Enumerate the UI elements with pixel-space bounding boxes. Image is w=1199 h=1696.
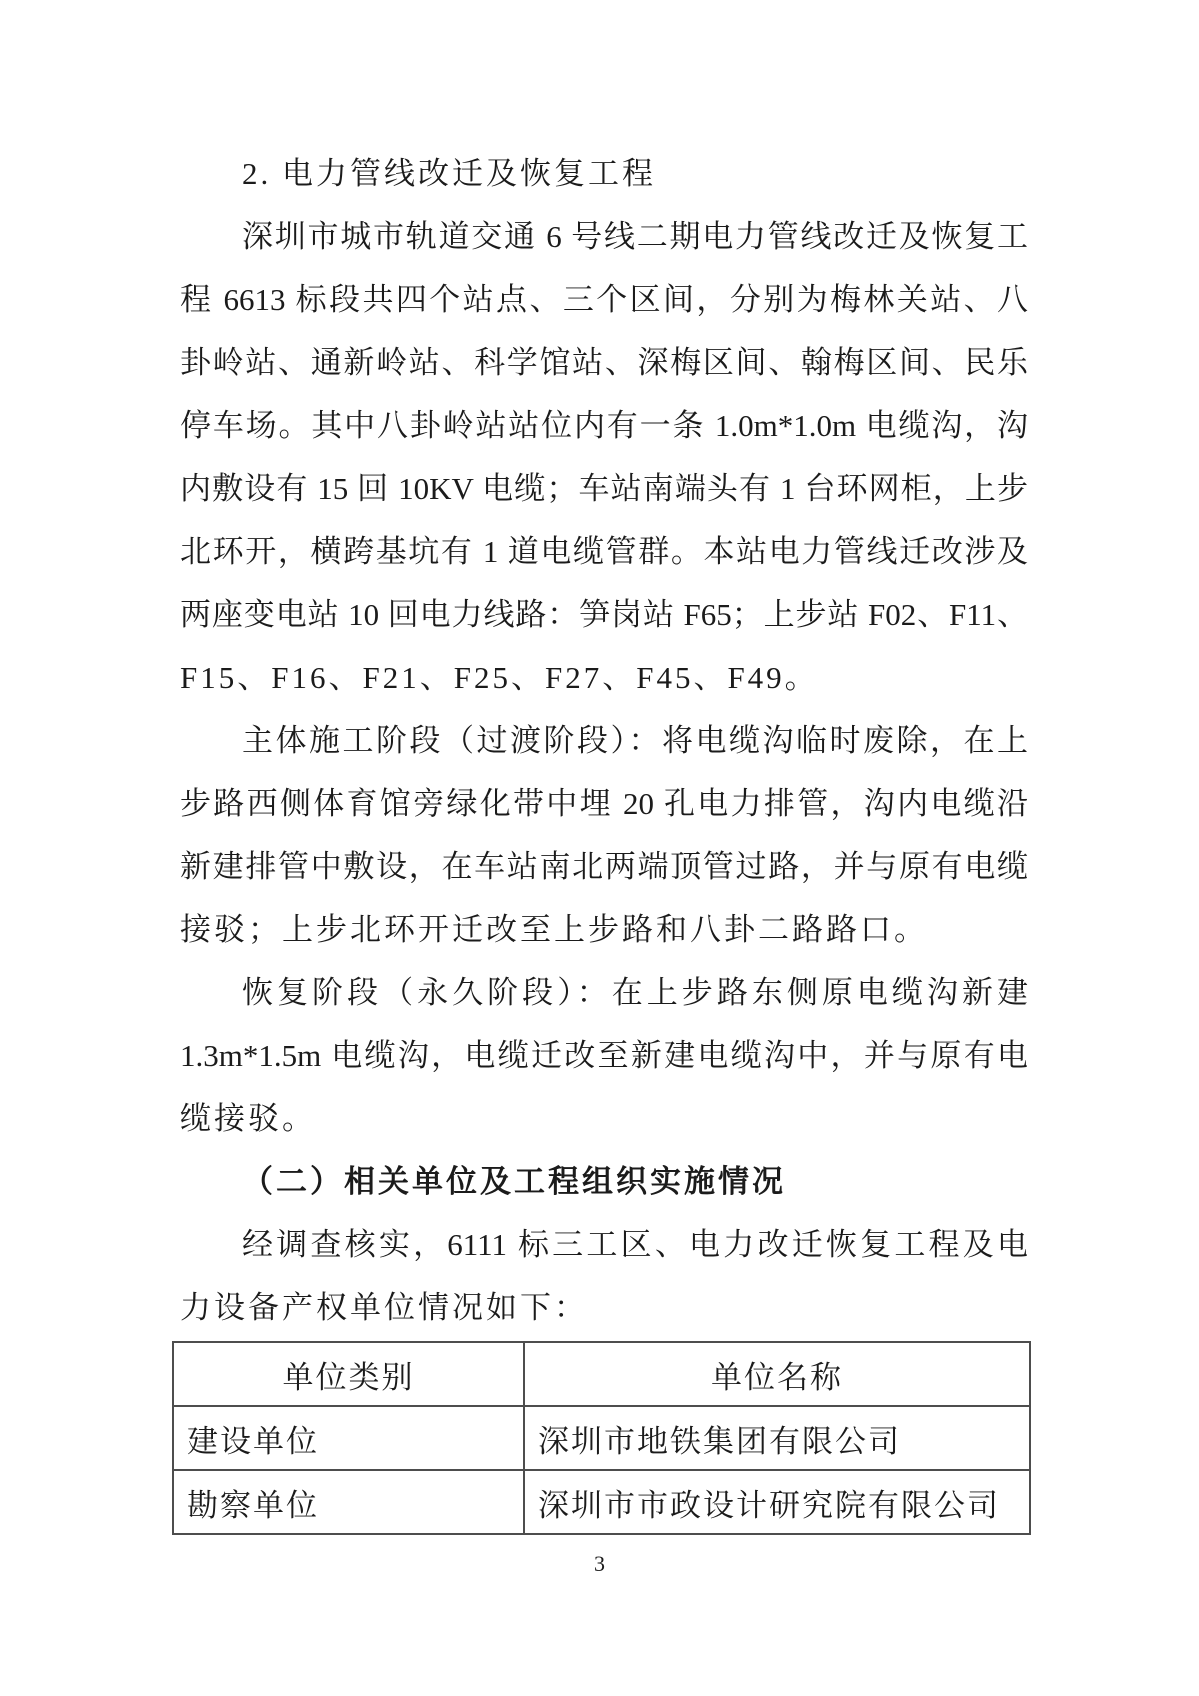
paragraph-line: 1.3m*1.5m 电缆沟，电缆迁改至新建电缆沟中，并与原有电: [180, 1038, 1028, 1073]
paragraph-line: 停车场。其中八卦岭站站位内有一条 1.0m*1.0m 电缆沟，沟: [180, 408, 1028, 443]
document-body: [180, 142, 1028, 1339]
table-header-cell-unit-type: 单位类别: [173, 1342, 524, 1406]
table-header-row: [173, 1342, 1030, 1406]
paragraph-line: 接驳；上步北环开迁改至上步路和八卦二路路口。: [180, 912, 928, 947]
numbered-heading: 2. 电力管线改迁及恢复工程: [242, 156, 656, 191]
table-cell-unit-type: 勘察单位: [173, 1470, 524, 1534]
table-row: [173, 1406, 1030, 1470]
page-number: 3: [594, 1551, 605, 1576]
paragraph-line: 主体施工阶段（过渡阶段）：将电缆沟临时废除，在上: [242, 723, 1028, 758]
table-row: [173, 1470, 1030, 1534]
paragraph-line: 卦岭站、通新岭站、科学馆站、深梅区间、翰梅区间、民乐: [180, 345, 1028, 380]
table-header-cell-unit-name: 单位名称: [524, 1342, 1030, 1406]
paragraph-line: 北环开，横跨基坑有 1 道电缆管群。本站电力管线迁改涉及: [180, 534, 1028, 569]
paragraph-line: 经调查核实，6111 标三工区、电力改迁恢复工程及电: [242, 1227, 1028, 1262]
paragraph-line: 步路西侧体育馆旁绿化带中埋 20 孔电力排管，沟内电缆沿: [180, 786, 1028, 821]
paragraph-line: 程 6613 标段共四个站点、三个区间，分别为梅林关站、八: [180, 282, 1028, 317]
paragraph-line: 恢复阶段（永久阶段）：在上步路东侧原电缆沟新建: [242, 975, 1028, 1010]
paragraph-line: 力设备产权单位情况如下：: [180, 1290, 588, 1325]
table-cell-unit-name: 深圳市市政设计研究院有限公司: [524, 1470, 1030, 1534]
table-cell-unit-name: 深圳市地铁集团有限公司: [524, 1406, 1030, 1470]
table-cell-unit-type: 建设单位: [173, 1406, 524, 1470]
paragraph-line: 新建排管中敷设，在车站南北两端顶管过路，并与原有电缆: [180, 849, 1028, 884]
paragraph-line: 缆接驳。: [180, 1101, 316, 1136]
units-table: [172, 1341, 1031, 1535]
paragraph-line: 两座变电站 10 回电力线路：笋岗站 F65；上步站 F02、F11、: [180, 597, 1028, 632]
paragraph-line: F15、F16、F21、F25、F27、F45、F49。: [180, 660, 819, 695]
paragraph-line: 深圳市城市轨道交通 6 号线二期电力管线改迁及恢复工: [242, 219, 1028, 254]
paragraph-line: 内敷设有 15 回 10KV 电缆；车站南端头有 1 台环网柜，上步: [180, 471, 1028, 506]
subsection-heading: （二）相关单位及工程组织实施情况: [242, 1164, 786, 1199]
